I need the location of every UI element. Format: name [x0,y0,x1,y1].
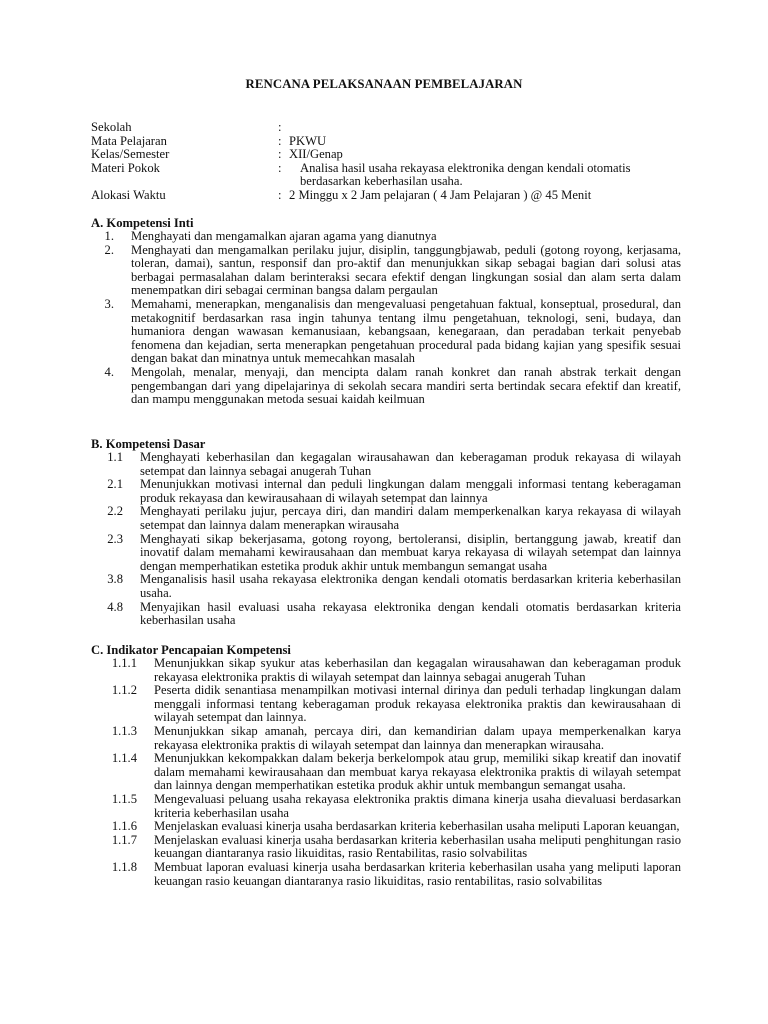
item-number: 2.1 [107,477,123,492]
item-text: Menghayati keberhasilan dan kegagalan wirausahawan dan keberagaman produk rekayasa di wilayah setempat dan lainnya sebagai anugerah Tuhan [140,450,681,478]
identity-block [91,121,691,203]
item-number: 3. [104,296,114,311]
list-item [91,861,681,888]
section-heading: B. Kompetensi Dasar [91,437,206,451]
identity-value-continued: berdasarkan keberhasilan usaha. [300,174,463,189]
item-number: 2.3 [107,531,123,546]
list-item [91,793,681,820]
list-item [91,478,681,505]
colon: : [278,120,282,134]
item-number: 1.1.7 [111,832,137,847]
item-number: 1. [104,229,114,243]
list-item [91,451,681,478]
item-text: Mengolah, menalar, menyaji, dan mencipta dalam ranah konkret dan ranah abstrak terkait dengan pengembangan dari yang dipelajarinya di sekolah secara mandiri serta bertindak secara efektif dan kreatif, dan mampu menggunakan metoda sesuai kaidah keilmuan [131,364,681,407]
list-item [91,834,681,861]
item-text: Peserta didik senantiasa menampilkan motivasi internal dirinya dan peduli terhadap lingkungan dalam menggali informasi tentang keberagaman produk rekayasa elektronika praktis dan kewirausahaan di wilayah setempat dan lainnya. [154,683,681,725]
list-item [91,752,681,793]
item-number: 1.1.5 [111,791,137,806]
identity-value [289,121,691,135]
identity-row-materi-pokok [91,162,691,189]
list-item [91,684,681,725]
section-kompetensi-dasar [91,437,681,628]
identity-value: Analisa hasil usaha rekayasa elektronika dengan kendali otomatis [300,160,631,175]
item-number: 4.8 [107,599,123,614]
item-text: Menghayati dan mengamalkan perilaku jujur, disiplin, tanggungbjawab, peduli (gotong royong, kerjasama, toleran, damai), santun, responsif dan pro-aktif dan menunjukkan sikap sebagai bagian dari solusi atas berbagai permasalahan dalam berinteraksi secara efektif dengan lingkungan sosial dan alam serta dalam menempatkan diri sebagai cerminan bangsa dalam pergaulan [131,242,681,298]
item-text: Menunjukkan sikap syukur atas keberhasilan dan kegagalan wirausahawan dan keberagaman produk rekayasa elektronika praktis di wilayah setempat dan lainnya sebagai anugerah Tuhan [154,656,681,684]
section-indikator-pencapaian [91,643,681,888]
identity-row-sekolah [91,121,691,135]
colon: : [278,187,282,202]
item-text: Membuat laporan evaluasi kinerja usaha berdasarkan kriteria keberhasilan usaha yang meliputi laporan keuangan rasio keuangan diantaranya rasio likuiditas, rasio rentabilitas, rasio solvabilitas [154,859,681,888]
list-item [91,820,681,834]
identity-row-mata-pelajaran [91,135,691,149]
identity-label: Kelas/Semester [91,147,170,162]
identity-row-kelas-semester [91,148,691,162]
item-number: 1.1 [107,450,123,464]
item-text: Menjelaskan evaluasi kinerja usaha berdasarkan kriteria keberhasilan usaha meliputi penghitungan rasio keuangan diantaranya rasio likuiditas, rasio Rentabilitas, rasio solvabilitas [154,832,681,861]
item-number: 3.8 [107,572,123,587]
item-number: 1.1.2 [111,683,137,698]
item-text: Menganalisis hasil usaha rekayasa elektronika dengan kendali otomatis berdasarkan kriteria keberhasilan usaha. [140,572,681,600]
item-text: Menunjukkan kekompakkan dalam bekerja berkelompok atau grup, memiliki sikap kreatif dan inovatif dalam memahami kewirausahaan dan membuat karya rekayasa elektronika praktis di wilayah setempat dan lainnya dengan memperhatikan estetika produk akhir untuk membangun semangat usaha. [154,751,681,793]
item-number: 1.1.6 [111,819,137,834]
item-text: Mengevaluasi peluang usaha rekayasa elektronika praktis dimana kinerja usaha dievaluasi berdasarkan kriteria keberhasilan usaha [154,791,681,820]
item-text: Menyajikan hasil evaluasi usaha rekayasa elektronika dengan kendali otomatis berdasarkan kriteria keberhasilan usaha [140,599,681,628]
identity-label: Mata Pelajaran [91,133,167,148]
list-item [91,657,681,684]
section-kompetensi-inti [91,216,681,407]
list-item [91,298,681,366]
item-number: 2.2 [107,504,123,519]
identity-value-wrap [289,162,691,189]
list-item [91,244,681,298]
list-item [91,366,681,407]
colon: : [278,160,282,175]
identity-label: Alokasi Waktu [91,187,166,202]
item-number: 1.1.1 [111,656,137,670]
identity-value: 2 Minggu x 2 Jam pelajaran ( 4 Jam Pelajaran ) @ 45 Menit [289,187,592,202]
item-number: 2. [104,242,114,257]
list-item [91,533,681,574]
item-text: Menghayati dan mengamalkan ajaran agama yang dianutnya [131,229,437,243]
list-item [91,230,681,244]
section-heading: A. Kompetensi Inti [91,216,194,230]
colon: : [278,133,282,148]
item-text: Menghayati perilaku jujur, percaya diri, dan mandiri dalam memperkenalkan karya rekayasa di wilayah setempat dan lainnya dalam menerapkan wirausaha [140,504,681,532]
item-text: Menjelaskan evaluasi kinerja usaha berdasarkan kriteria keberhasilan usaha meliputi Laporan keuangan, [154,819,680,834]
section-heading: C. Indikator Pencapaian Kompetensi [91,643,291,657]
list-item [91,505,681,532]
item-text: Menunjukkan sikap amanah, percaya diri, dan kemandirian dalam upaya memperkenalkan karya rekayasa elektronika praktis di wilayah setempat dan lainnya dan menerapkan wirausaha. [154,723,681,752]
identity-value: PKWU [289,133,327,148]
item-text: Memahami, menerapkan, menganalisis dan mengevaluasi pengetahuan faktual, konseptual, prosedural, dan metakognitif berdasarkan rasa ingin tahunya tentang ilmu pengetahuan, teknologi, seni, budaya, dan humaniora dengan wawasan kemanusiaan, kebangsaan, kenegaraan, dan peradaban terkait penyebab fenomena dan kejadian, serta menerapkan pengetahuan procedural pada bidang kajian yang spesifik sesuai dengan bakat dan minatnya untuk memecahkan masalah [131,296,681,366]
item-number: 1.1.3 [111,723,137,738]
list-item [91,725,681,752]
identity-label: Materi Pokok [91,160,160,175]
item-number: 1.1.8 [111,859,137,874]
page-title: RENCANA PELAKSANAAN PEMBELAJARAN [245,77,523,91]
item-number: 1.1.4 [111,751,137,766]
identity-row-alokasi-waktu [91,189,691,203]
list-item [91,573,681,600]
item-number: 4. [104,364,114,379]
item-text: Menunjukkan motivasi internal dan peduli lingkungan dalam menggali informasi tentang keberagaman produk rekayasa dan kewirausahaan di wilayah setempat dan lainnya [140,477,681,505]
identity-label: Sekolah [91,120,132,134]
list-item [91,601,681,628]
item-text: Menghayati sikap bekerjasama, gotong royong, bertoleransi, disiplin, bertanggung jawab, kreatif dan inovatif dalam memahami kewirausahaan dan membuat karya rekayasa di wilayah setempat dan lainnya dengan memperhatikan estetika produk akhir untuk membangun semangat usaha [140,531,681,573]
identity-value: XII/Genap [289,147,343,162]
colon: : [278,147,282,162]
